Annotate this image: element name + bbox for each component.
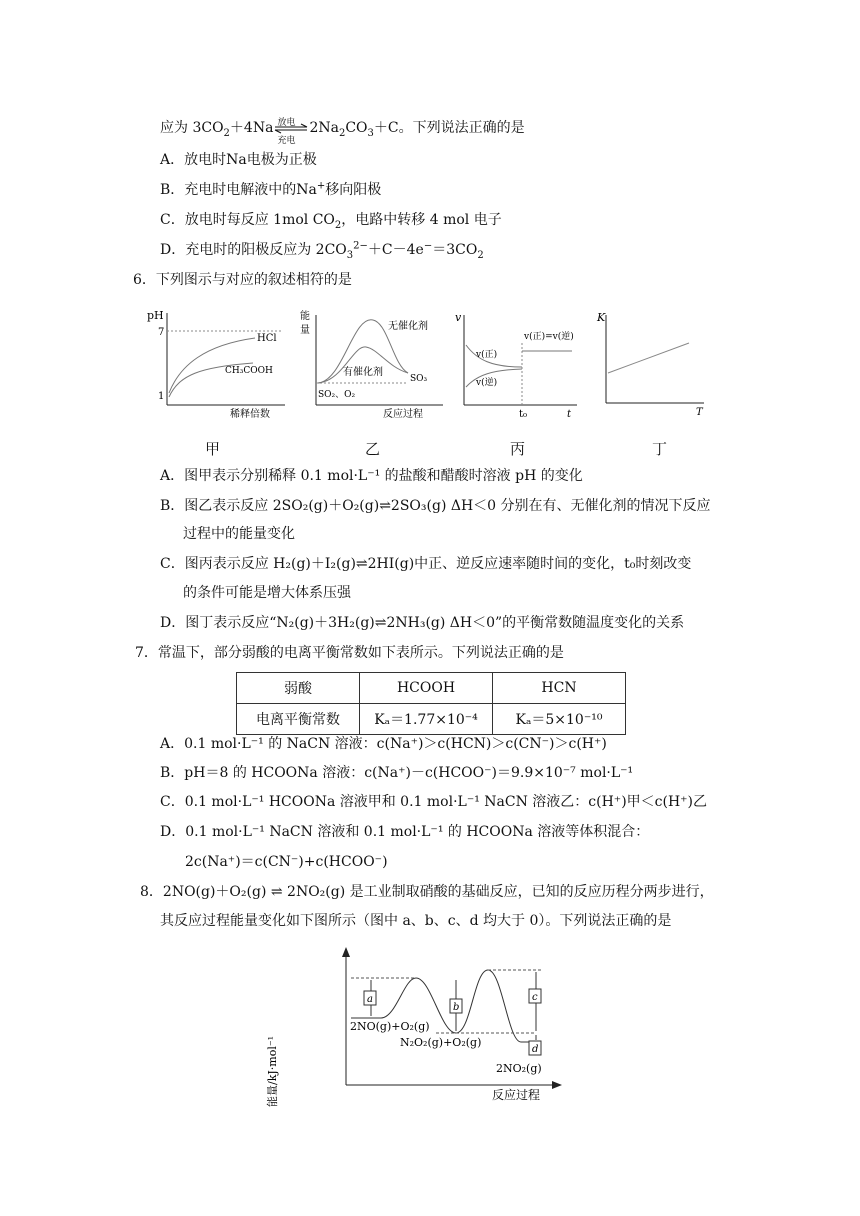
table-row bbox=[237, 704, 626, 735]
ch3cooh-label: CH₃COOH bbox=[225, 366, 273, 376]
q7-option-d: D．0.1 mol·L⁻¹ NaCN 溶液和 0.1 mol·L⁻¹ 的 HCOONa 溶液等体积混合： bbox=[160, 824, 650, 840]
caption-jia: 甲 bbox=[205, 440, 221, 458]
svg-text:t: t bbox=[567, 409, 572, 420]
svg-text:反应过程: 反应过程 bbox=[383, 409, 423, 420]
q6-option-a: A．图甲表示分别稀释 0.1 mol·L⁻¹ 的盐酸和醋酸时溶液 pH 的变化 bbox=[160, 468, 583, 484]
q6-option-b: B．图乙表示反应 2SO₂(g)＋O₂(g)⇌2SO₃(g) ΔH＜0 分别在有、无催化剂的情况下反应 bbox=[160, 498, 711, 514]
table-cell: Kₐ＝1.77×10⁻⁴ bbox=[360, 704, 493, 735]
caption-yi: 乙 bbox=[365, 440, 381, 458]
svg-text:SO₂、O₂: SO₂、O₂ bbox=[318, 390, 356, 400]
q6-stem: 6．下列图示与对应的叙述相符的是 bbox=[133, 272, 352, 288]
figure-jia bbox=[145, 305, 295, 420]
q5-stem: 应为 $3CO_2+4Na$ 放电 充电 $2Na_2CO_3+C$。下列说法正确的是 bbox=[160, 118, 525, 146]
svg-text:t₀: t₀ bbox=[519, 409, 528, 420]
svg-text:2NO₂(g): 2NO₂(g) bbox=[496, 1062, 542, 1075]
q5-option-d: D．充电时的阳极反应为 $2CO_3^{2-}+C-4e^-=3CO_2$ bbox=[160, 240, 484, 261]
y-tick-7: 7 bbox=[158, 327, 165, 338]
svg-text:SO₃: SO₃ bbox=[410, 374, 428, 384]
q5-option-b: B．充电时电解液中的Na+移向阳极 bbox=[160, 180, 382, 198]
y-axis-label: 能量/kJ·mol⁻¹ bbox=[266, 1035, 279, 1107]
q5-option-a: A．放电时Na电极为正极 bbox=[160, 152, 317, 168]
x-axis-label: 反应过程 bbox=[492, 1088, 541, 1102]
q7-stem: 7．常温下，部分弱酸的电离平衡常数如下表所示。下列说法正确的是 bbox=[135, 645, 564, 661]
discharge-charge-arrow: 放电 充电 bbox=[273, 121, 309, 135]
table-header-cell: HCOOH bbox=[360, 673, 493, 704]
svg-text:K: K bbox=[597, 311, 606, 324]
q6-option-b-cont: 过程中的能量变化 bbox=[183, 526, 295, 542]
svg-text:v(正)=v(逆): v(正)=v(逆) bbox=[524, 332, 574, 342]
svg-text:v(逆): v(逆) bbox=[476, 378, 498, 388]
q7-option-c: C．0.1 mol·L⁻¹ HCOONa 溶液甲和 0.1 mol·L⁻¹ NaCN 溶液乙：c(H⁺)甲＜c(H⁺)乙 bbox=[160, 794, 708, 810]
svg-text:有催化剂: 有催化剂 bbox=[343, 367, 383, 378]
svg-text:v(正): v(正) bbox=[476, 350, 498, 360]
caption-bing: 丙 bbox=[510, 440, 526, 458]
figure-yi bbox=[298, 305, 448, 420]
svg-text:无催化剂: 无催化剂 bbox=[388, 321, 428, 332]
table-header-cell: 弱酸 bbox=[237, 673, 360, 704]
q7-option-d-cont: 2c(Na⁺)＝c(CN⁻)+c(HCOO⁻) bbox=[185, 854, 388, 870]
svg-text:T: T bbox=[696, 407, 703, 418]
q5-option-c: C．放电时每反应 1mol $CO_2$，电路中转移 4 mol 电子 bbox=[160, 212, 502, 231]
svg-text:d: d bbox=[532, 1044, 539, 1055]
ph-label: pH bbox=[147, 309, 164, 322]
figure-bing bbox=[452, 305, 602, 420]
figure-ding bbox=[594, 305, 714, 420]
ionization-constant-table bbox=[236, 672, 626, 735]
svg-text:b: b bbox=[453, 1002, 460, 1013]
q6-option-c-cont: 的条件可能是增大体系压强 bbox=[183, 585, 351, 601]
x-axis-label: 稀释倍数 bbox=[230, 409, 270, 420]
svg-text:N₂O₂(g)+O₂(g): N₂O₂(g)+O₂(g) bbox=[400, 1036, 482, 1049]
q7-option-a: A．0.1 mol·L⁻¹ 的 NaCN 溶液：c(Na⁺)＞c(HCN)＞c(CN⁻)＞c(H⁺) bbox=[160, 736, 607, 752]
caption-ding: 丁 bbox=[652, 440, 668, 458]
hcl-label: HCl bbox=[257, 333, 277, 344]
table-header-cell: HCN bbox=[493, 673, 626, 704]
svg-text:量: 量 bbox=[300, 325, 310, 336]
figure-q8-energy-diagram bbox=[266, 945, 566, 1107]
svg-text:能: 能 bbox=[300, 311, 310, 322]
table-cell: Kₐ＝5×10⁻¹⁰ bbox=[493, 704, 626, 735]
y-tick-1: 1 bbox=[158, 391, 165, 402]
q6-option-c: C．图丙表示反应 H₂(g)＋I₂(g)⇌2HI(g)中正、逆反应速率随时间的变化，t₀时刻改变 bbox=[160, 556, 692, 572]
table-header-row bbox=[237, 673, 626, 704]
q8-stem-line2: 其反应过程能量变化如下图所示（图中 a、b、c、d 均大于 0）。下列说法正确的是 bbox=[160, 913, 672, 929]
table-cell: 电离平衡常数 bbox=[237, 704, 360, 735]
svg-text:2NO(g)+O₂(g): 2NO(g)+O₂(g) bbox=[350, 1020, 430, 1033]
q7-option-b: B．pH＝8 的 HCOONa 溶液：c(Na⁺)－c(HCOO⁻)＝9.9×10⁻⁷ mol·L⁻¹ bbox=[160, 765, 634, 781]
svg-text:c: c bbox=[532, 992, 538, 1003]
q8-stem-line1: 8．2NO(g)＋O₂(g) ⇌ 2NO₂(g) 是工业制取硝酸的基础反应，已知的反应历程分两步进行， bbox=[140, 884, 714, 900]
q6-option-d: D．图丁表示反应“N₂(g)＋3H₂(g)⇌2NH₃(g) ΔH＜0”的平衡常数随温度变化的关系 bbox=[160, 615, 685, 631]
svg-text:a: a bbox=[367, 994, 373, 1005]
svg-text:v: v bbox=[455, 311, 462, 324]
